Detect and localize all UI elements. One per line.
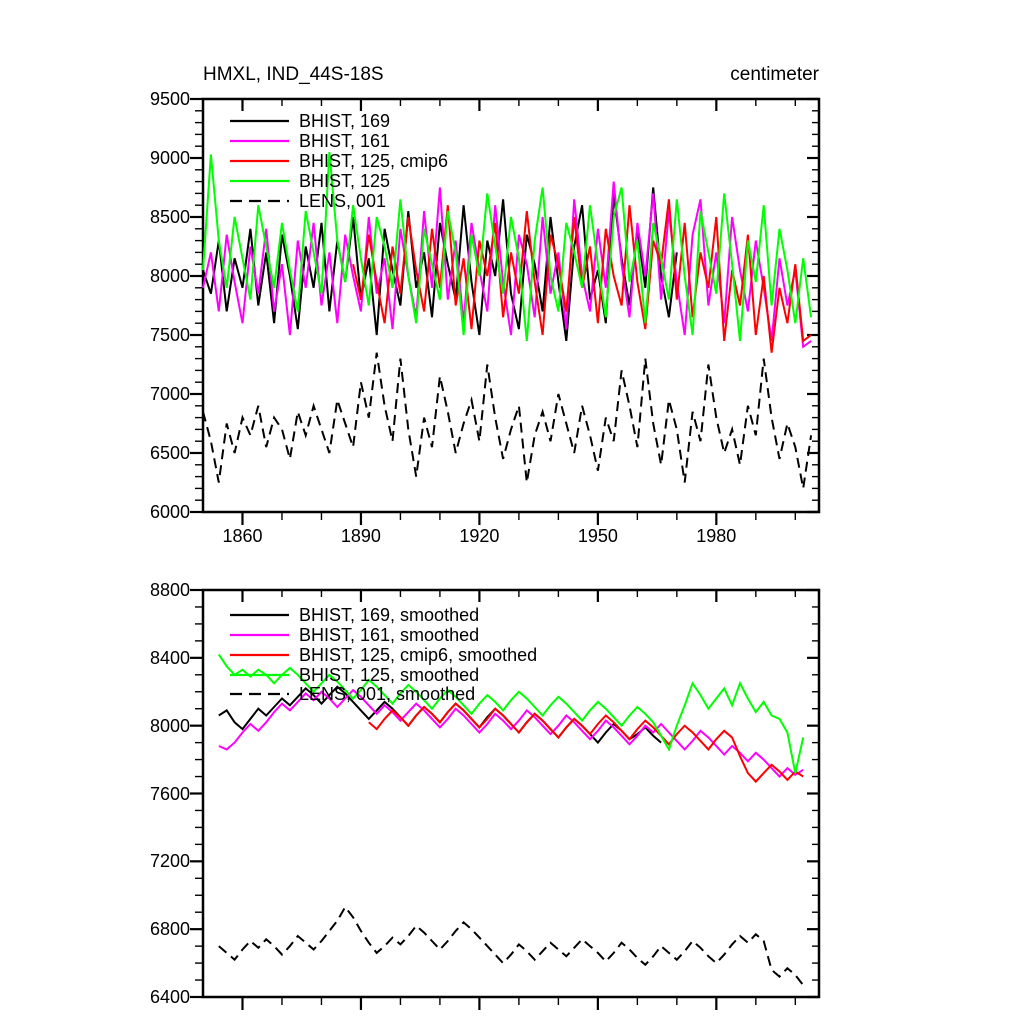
bottom-legend-label-2: BHIST, 125, cmip6, smoothed [299, 645, 538, 665]
y-tick-label: 6400 [149, 987, 190, 1007]
units-label: centimeter [730, 64, 819, 85]
y-tick-label: 6500 [149, 443, 190, 463]
y-tick-label: 9000 [149, 148, 190, 168]
top-legend-label-0: BHIST, 169 [299, 111, 391, 131]
y-tick-label: 7200 [149, 851, 190, 872]
y-tick-label: 7600 [149, 783, 190, 804]
bottom-legend-label-3: BHIST, 125, smoothed [299, 665, 480, 685]
x-tick-label: 1920 [459, 526, 500, 546]
x-tick-label: 1980 [696, 526, 737, 546]
bottom-legend-label-0: BHIST, 169, smoothed [299, 605, 480, 625]
y-tick-label: 8000 [149, 266, 190, 286]
top-legend-label-4: LENS, 001 [299, 191, 387, 211]
top-legend-label-2: BHIST, 125, cmip6 [299, 151, 449, 171]
y-tick-label: 7500 [149, 325, 190, 345]
y-tick-label: 8500 [149, 207, 190, 227]
y-tick-label: 8800 [149, 580, 190, 600]
bottom-series-line-4 [219, 907, 803, 985]
bottom-legend-label-1: BHIST, 161, smoothed [299, 625, 480, 645]
x-tick-label: 1950 [577, 526, 618, 546]
y-tick-label: 8400 [149, 647, 190, 668]
y-tick-label: 7000 [149, 384, 190, 404]
y-tick-label: 8000 [149, 715, 190, 736]
top-plot-frame [203, 99, 819, 512]
top-legend-label-3: BHIST, 125 [299, 171, 391, 191]
bottom-legend-label-4: LENS, 001, smoothed [299, 684, 476, 704]
top-legend-label-1: BHIST, 161 [299, 131, 391, 151]
y-tick-label: 9500 [149, 89, 190, 109]
chart-title: HMXL, IND_44S-18S [203, 64, 384, 85]
top-series-line-0 [203, 188, 677, 341]
y-tick-label: 6000 [149, 502, 190, 522]
top-series-line-4 [203, 353, 811, 489]
y-tick-label: 6800 [149, 919, 190, 940]
x-tick-label: 1890 [340, 526, 381, 546]
x-tick-label: 1860 [222, 526, 263, 546]
